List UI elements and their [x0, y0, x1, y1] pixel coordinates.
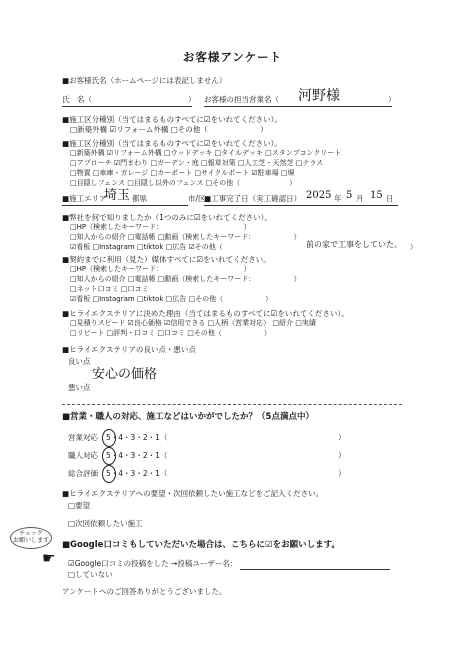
sales-rating-label: 営業対応 [68, 433, 98, 442]
thank-you-footer: アンケートへのご回答ありがとうございました。 [62, 587, 227, 596]
name-section-heading: ■お客様氏名（ホームページには表記しません） [62, 76, 227, 85]
good-point-value: 安心の価格 [92, 367, 158, 382]
city-unit: 市/区 [188, 194, 206, 203]
rating-heading: ■営業・職人の対応、施工などはいかがでしたか？（5点満点中） [62, 412, 314, 422]
sales-rep-close: ） [388, 95, 396, 104]
month-unit: 月 [356, 194, 364, 203]
work-area-label: ■施工エリア [62, 194, 107, 203]
sales-rep-value: 河野様 [298, 88, 340, 104]
google-review-heading: ■Google口コミもしていただいた場合は、こちらに☑をお願いします。 [62, 540, 340, 550]
year-value: 2025 [306, 190, 332, 201]
how-known-other-value: 前の家で工事をしていた。 [306, 240, 402, 249]
reason-row2: □リピート □評判・口コミ □口コミ □その他（ ） [70, 329, 271, 337]
area-underline [62, 205, 188, 206]
sales-rating-scale: 5・4・3・2・1（ [106, 433, 168, 442]
sales-rep-label: お客様の担当営業名（ [204, 95, 279, 104]
google-review-not-posted: □していない [68, 570, 113, 579]
overall-rating-close: ） [338, 469, 346, 478]
username-underline [240, 569, 390, 570]
name-close: ） [188, 95, 196, 104]
how-known-row2: □知人からの紹介 □電話帳 □動画（検索したキーワード： ） [70, 233, 301, 241]
work-type-options-row1: □新築外構 ☑リフォーム外構 □ウッドデッキ □タイルデッキ □スタンプコンクリート [70, 149, 342, 157]
work-type-heading-1: ■施工区分種別（当てはまるものすべてに☑をいれてください）。 [62, 115, 282, 124]
work-type-options-row4: □目隠しフェンス □目隠し以外のフェンス □その他（ ） [70, 179, 297, 187]
day-unit: 日 [386, 194, 394, 203]
work-type-heading-2: ■施工区分種別（当てはまるものすべてに☑をいれてください）。 [62, 139, 282, 148]
work-type-options-1: □新築外構 ☑リフォーム外構 □その他（ ） [70, 125, 268, 134]
how-known-other-close: ） [410, 243, 417, 251]
reason-row1: □見積りスピード ☑良心価格 ☑信用できる □人柄（営業対応） □紹介 □実績 [70, 319, 316, 327]
section-divider [62, 404, 402, 405]
check-please-badge [10, 527, 52, 549]
work-type-options-row2: □アプローチ ☑門まわり □ガーデン・庭 □報草対策 □人工芝・天然芝 □テラス [70, 159, 324, 167]
overall-rating-circle [102, 465, 116, 483]
how-known-heading: ■弊社を何で知りましたか（1つのみに☑をいれてください）。 [62, 213, 272, 222]
overall-rating-label: 総合評価 [68, 469, 98, 478]
how-known-row3: ☑看板 □Instagram □tiktok □広告 ☑その他（ [70, 243, 223, 251]
year-unit: 年 [334, 194, 342, 203]
prefecture-unit: 都県 [132, 194, 147, 203]
media-used-row1: □HP（検索したキーワード： ） [70, 265, 251, 273]
sales-rating-circle [102, 429, 116, 447]
overall-rating-scale: 5・4・3・2・1（ [106, 469, 168, 478]
pointing-hand-icon: ☛ [42, 549, 56, 567]
craftsman-rating-close: ） [338, 451, 346, 460]
work-type-options-row3: □物置 □車庫・ガレージ □カーポート □サイクルポート ☑駐車場 □塀 [70, 169, 295, 177]
badge-line-2: お願いします [12, 537, 49, 544]
prefecture-value: 埼玉 [104, 188, 131, 203]
name-underline [62, 106, 192, 107]
media-used-row2: □知人からの紹介 □電話帳 □動画（検索したキーワード： ） [70, 275, 301, 283]
craftsman-rating-scale: 5・4・3・2・1（ [106, 451, 168, 460]
bad-point-label: 悪い点 [68, 383, 91, 392]
craftsman-rating-circle [102, 447, 116, 465]
month-value: 5 [346, 190, 353, 201]
media-used-row4: ☑看板 □Instagram □tiktok □広告 □その他（ ） [70, 295, 273, 303]
craftsman-rating-label: 職人対応 [68, 451, 98, 460]
request-label: □要望 [68, 501, 91, 510]
how-known-row1: □HP（検索したキーワード： ） [70, 223, 251, 231]
rep-underline [204, 106, 392, 107]
sales-rating-close: ） [338, 433, 346, 442]
next-work-label: □次回依頼したい施工 [68, 519, 143, 528]
reason-heading: ■ヒライエクステリアに決めた理由（当てはまるものすべてに☑をいれてください）。 [62, 309, 349, 318]
date-underline [204, 205, 398, 206]
media-used-heading: ■契約までに利用（見た）媒体すべてに☑をいれてください。 [62, 255, 271, 264]
badge-line-1: チェック [19, 530, 43, 538]
good-point-label: 良い点 [68, 357, 91, 366]
survey-title: お客様アンケート [182, 50, 283, 64]
media-used-row3: □ネット口コミ □口コミ [70, 285, 149, 293]
request-heading: ■ヒライエクステリアへの要望・次回依頼したい施工などをご記入ください。 [62, 489, 324, 498]
completion-date-label: ■工事完了日（実工確認日） [204, 194, 302, 203]
google-review-posted-row: ☑Google口コミの投稿をした →投稿ユーザー名： [68, 559, 238, 568]
good-bad-heading: ■ヒライエクステリアの良い点・悪い点 [62, 345, 196, 354]
day-value: 15 [370, 190, 383, 201]
name-label: 氏 名（ [62, 95, 92, 104]
